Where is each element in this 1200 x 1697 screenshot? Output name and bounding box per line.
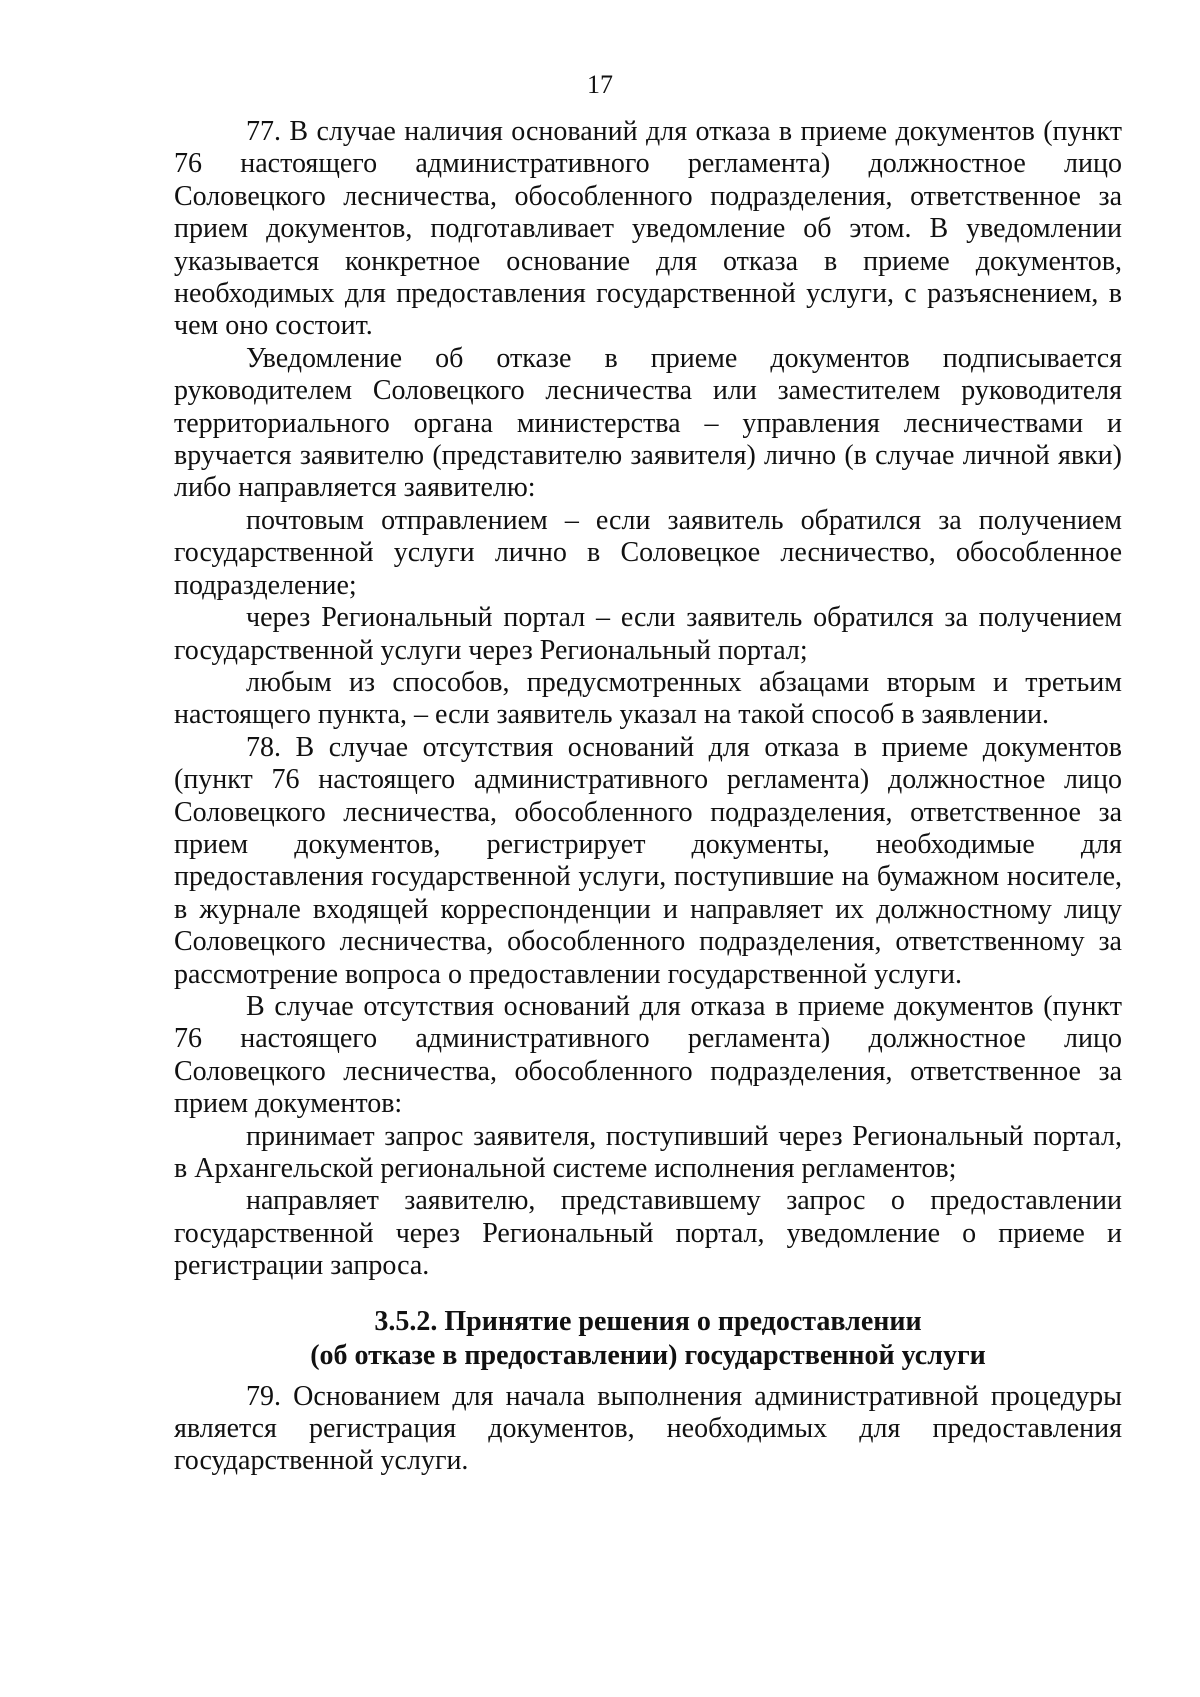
paragraph-78: 78. В случае отсутствия оснований для отказа в приеме документов (пункт 76 настоящего административного регламента) должностное лицо Соловецкого лесничества, обособленного подразделения, ответственное за прием документов, регистрирует документы, необходимые для предоставления государственной услуги, поступившие на бумажном носителе, в журнале входящей корреспонденции и направляет их должностному лицу Соловецкого лесничества, обособленного подразделения, ответственному за рассмотрение вопроса о предоставлении государственной услуги. bbox=[174, 731, 1122, 990]
paragraph-any-method: любым из способов, предусмотренных абзацами вторым и третьим настоящего пункта, – если заявитель указал на такой способ в заявлении. bbox=[174, 666, 1122, 731]
paragraph-no-grounds: В случае отсутствия оснований для отказа в приеме документов (пункт 76 настоящего административного регламента) должностное лицо Соловецкого лесничества, обособленного подразделения, ответственное за прием документов: bbox=[174, 990, 1122, 1120]
paragraph-portal-delivery: через Региональный портал – если заявитель обратился за получением государственной услуги через Региональный портал; bbox=[174, 602, 1122, 666]
document-body bbox=[174, 116, 1122, 1478]
paragraph-accepts-request: принимает запрос заявителя, поступивший через Региональный портал, в Архангельской региональной системе исполнения регламентов; bbox=[174, 1120, 1122, 1184]
paragraph-refusal-notice: Уведомление об отказе в приеме документов подписывается руководителем Соловецкого лесничества или заместителем руководителя территориального органа министерства – управления лесничествами и вручается заявителю (представителю заявителя) лично (в случае личной явки) либо направляется заявителю: bbox=[174, 342, 1122, 504]
paragraph-77: 77. В случае наличия оснований для отказа в приеме документов (пункт 76 настоящего административного регламента) должностное лицо Соловецкого лесничества, обособленного подразделения, ответственное за прием документов, подготавливает уведомление об этом. В уведомлении указывается конкретное основание для отказа в приеме документов, необходимых для предоставления государственной услуги, с разъяснением, в чем оно состоит. bbox=[174, 116, 1122, 342]
section-heading-line-1: 3.5.2. Принятие решения о предоставлении bbox=[374, 1305, 922, 1337]
paragraph-postal-delivery: почтовым отправлением – если заявитель обратился за получением государственной услуги лично в Соловецкое лесничество, обособленное подразделение; bbox=[174, 504, 1122, 601]
paragraph-79: 79. Основанием для начала выполнения административной процедуры является регистрация документов, необходимых для предоставления государственной услуги. bbox=[174, 1380, 1122, 1477]
section-heading-line-2: (об отказе в предоставлении) государственной услуги bbox=[310, 1339, 986, 1371]
page-number: 17 bbox=[587, 70, 613, 99]
section-heading bbox=[174, 1305, 1122, 1373]
paragraph-sends-notice: направляет заявителю, представившему запрос о предоставлении государственной через Региональный портал, уведомление о приеме и регистрации запроса. bbox=[174, 1185, 1122, 1282]
